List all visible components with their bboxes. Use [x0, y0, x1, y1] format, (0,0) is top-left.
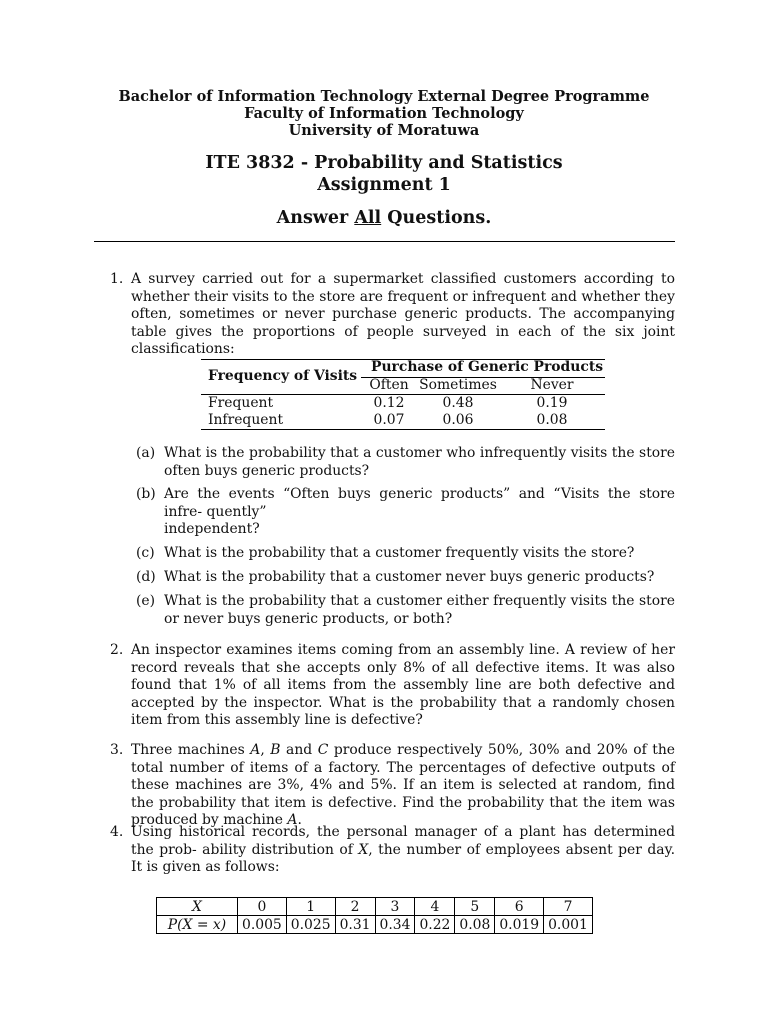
q1-part-e: (e) What is the probability that a customer either frequently visits the store or never buys generic products, or both? — [136, 593, 675, 627]
question-2 — [110, 642, 675, 730]
cell-value: 0.19 — [536, 395, 568, 411]
row-label: Frequent — [208, 395, 274, 411]
q1-part-b: (b) Are the events “Often buys generic products” and “Visits the store infre- quently” independent? — [136, 486, 675, 537]
course-title-block — [0, 152, 768, 196]
row-label: Infrequent — [208, 412, 284, 428]
question-3 — [110, 742, 675, 830]
col-sometimes: Sometimes — [419, 377, 497, 393]
question-text: A survey carried out for a supermarket classified customers according to whether their visits to the store are frequent or infrequent and whether they often, sometimes or never purchase generic products. The accompanying table gives the proportions of people surveyed in each of the six joint classifications: — [131, 271, 675, 357]
col-never: Never — [530, 377, 574, 393]
p-label: P(X = x) — [157, 916, 238, 934]
cell-value: 0.08 — [536, 412, 568, 428]
question-number: 1. — [110, 271, 124, 287]
question-text: Three machines A, B and C produce respectively 50%, 30% and 20% of the total number of items of a factory. The percentages of defective outputs of these machines are 3%, 4% and 5%. If an item is selected at random, find the probability that item is defective. Find the probability that the item was produced by machine A. — [131, 742, 675, 828]
course-title: ITE 3832 - Probability and Statistics — [205, 153, 563, 173]
table-row: P(X = x) 0.005 0.025 0.31 0.34 0.22 0.08 0.019 0.001 — [157, 916, 593, 934]
cell-value: 0.07 — [373, 412, 405, 428]
row-header: Frequency of Visits — [208, 368, 358, 384]
assignment-title: Assignment 1 — [317, 175, 451, 195]
question-text: Using historical records, the personal manager of a plant has determined the prob- ability distribution of X, the number of employees absent per day. It is given as follows: — [131, 824, 675, 875]
header-divider — [94, 241, 675, 242]
faculty-name: Faculty of Information Technology — [244, 105, 524, 122]
instruction-emphasis: All — [354, 208, 382, 228]
question-4 — [110, 824, 675, 877]
question-number: 4. — [110, 824, 124, 840]
x-label: X — [157, 898, 238, 916]
question-text: An inspector examines items coming from an assembly line. A review of her record reveals that she accepts only 8% of all defective items. It was also found that 1% of all items from the assembly line are both defective and accepted by the inspector. What is the probability that a randomly chosen item from this assembly line is defective? — [131, 642, 675, 728]
question-number: 3. — [110, 742, 124, 758]
university-name: University of Moratuwa — [288, 122, 480, 139]
q1-part-a: (a) What is the probability that a customer who infrequently visits the store often buys generic products? — [136, 445, 675, 479]
col-often: Often — [369, 377, 409, 393]
question-1 — [110, 271, 675, 359]
question-number: 2. — [110, 642, 124, 658]
q1-part-d: (d) What is the probability that a customer never buys generic products? — [136, 569, 655, 585]
q1-part-c: (c) What is the probability that a customer frequently visits the store? — [136, 545, 635, 561]
document-header — [0, 88, 768, 139]
cell-value: 0.06 — [442, 412, 474, 428]
group-header: Purchase of Generic Products — [371, 359, 604, 375]
cell-value: 0.48 — [442, 395, 474, 411]
cell-value: 0.12 — [373, 395, 405, 411]
table-row: X 0 1 2 3 4 5 6 7 — [157, 898, 593, 916]
programme-name: Bachelor of Information Technology External Degree Programme — [118, 88, 650, 105]
instruction: Answer All Questions. — [276, 208, 492, 228]
q4-distribution-table — [156, 897, 593, 934]
